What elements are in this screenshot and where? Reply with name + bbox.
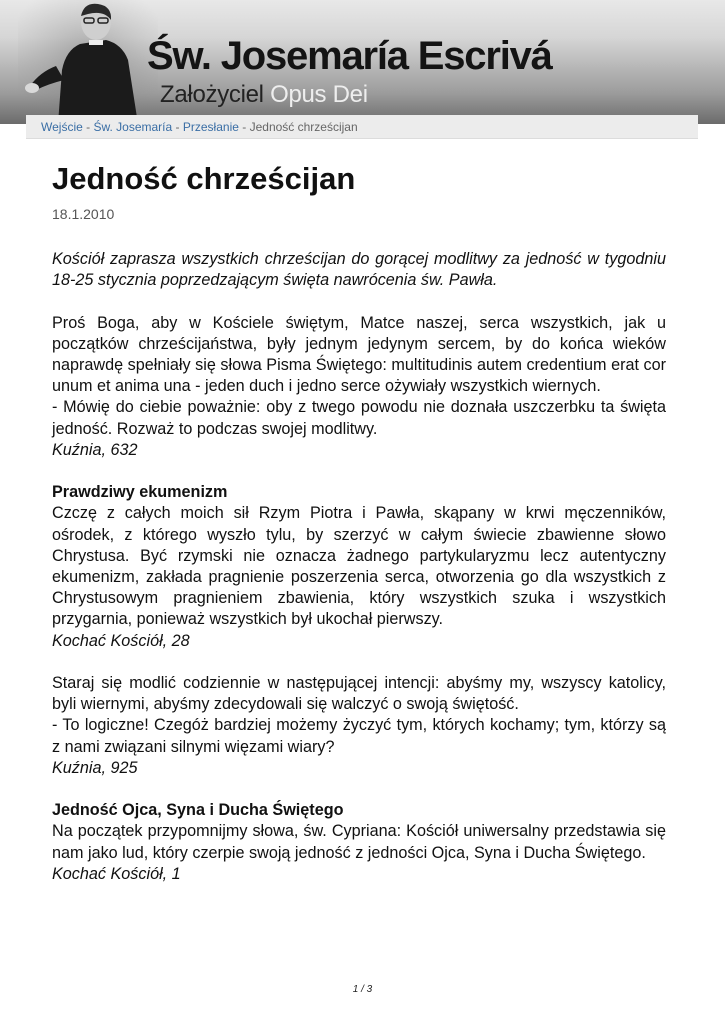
breadcrumb-link-josemaria[interactable]: Św. Josemaría — [93, 120, 173, 134]
quote-text: - To logiczne! Czegóż bardziej możemy życzyć tym, których kochamy; tym, którzy są z nami związani silnymi więzami wiary? — [52, 716, 666, 756]
article — [52, 160, 666, 906]
quote-citation: Kuźnia, 632 — [52, 440, 138, 459]
breadcrumb-separator: - — [86, 120, 91, 134]
quote-block-3 — [52, 673, 666, 779]
article-intro: Kościół zaprasza wszystkich chrześcijan do gorącej modlitwy za jedność w tygodniu 18-25 stycznia poprzedzającym święta nawrócenia św. Pawła. — [52, 250, 666, 290]
site-subtitle-part-1: Założyciel — [160, 81, 264, 108]
page-number: 1 / 3 — [352, 984, 373, 995]
breadcrumb-separator: - — [175, 120, 180, 134]
section-heading: Prawdziwy ekumenizm — [52, 483, 228, 502]
breadcrumb-current: Jedność chrześcijan — [249, 120, 358, 134]
quote-block-4 — [52, 800, 666, 885]
breadcrumb-separator: - — [242, 120, 247, 134]
quote-citation: Kochać Kościół, 28 — [52, 631, 190, 650]
quote-citation: Kuźnia, 925 — [52, 758, 138, 777]
site-subtitle-part-2: Opus Dei — [270, 81, 368, 108]
page-title: Jedność chrześcijan — [52, 161, 356, 196]
breadcrumb-link-home[interactable]: Wejście — [41, 120, 83, 134]
quote-text: - Mówię do ciebie poważnie: oby z twego powodu nie doznała uszczerbku ta święta jedność. Rozważ to podczas swojej modlitwy. — [52, 398, 666, 438]
founder-photo — [18, 0, 158, 124]
quote-text: Proś Boga, aby w Kościele świętym, Matce naszej, serca wszystkich, jak u początków chrześcijaństwa, były jednym jedynym sercem, by do końca wieków naprawdę spełniały się słowa Pisma Świętego: multitudinis autem credentium erat cor unum et anima una - jeden duch i jedno serce ożywiały wszystkich wiernych. — [52, 313, 666, 396]
quote-text: Czczę z całych moich sił Rzym Piotra i Pawła, skąpany w krwi męczenników, ośrodek, z którego wyszło tylu, by szerzyć w całym świecie zbawienne słowo Chrystusa. Być rzymski nie oznacza żadnego partykularyzmu lecz autentyczny ekumenizm, zakłada pragnienie poszerzenia serca, otworzenia go dla wszystkich z Chrystusowym pragnieniem zbawienia, który wszystkich szuka i wszystkich przygarnia, ponieważ wszystkich był ukochał pierwszy. — [52, 504, 666, 629]
quote-block-2 — [52, 482, 666, 652]
breadcrumb — [26, 115, 698, 139]
site-title: Św. Josemaría Escrivá — [147, 34, 552, 78]
site-header — [0, 0, 725, 124]
quote-citation: Kochać Kościół, 1 — [52, 864, 181, 883]
site-subtitle — [160, 83, 368, 107]
article-body — [52, 249, 666, 885]
article-date: 18.1.2010 — [52, 206, 115, 222]
section-heading: Jedność Ojca, Syna i Ducha Świętego — [52, 801, 344, 820]
breadcrumb-link-message[interactable]: Przesłanie — [182, 120, 239, 134]
quote-block-1 — [52, 313, 666, 461]
quote-text: Na początek przypomnijmy słowa, św. Cypriana: Kościół uniwersalny przedstawia się nam jako lud, który czerpie swoją jedność z jedności Ojca, Syna i Ducha Świętego. — [52, 822, 666, 862]
quote-text: Staraj się modlić codziennie w następującej intencji: abyśmy my, wszyscy katolicy, byli wiernymi, abyśmy zdecydowali się walczyć o swoją świętość. — [52, 674, 666, 714]
